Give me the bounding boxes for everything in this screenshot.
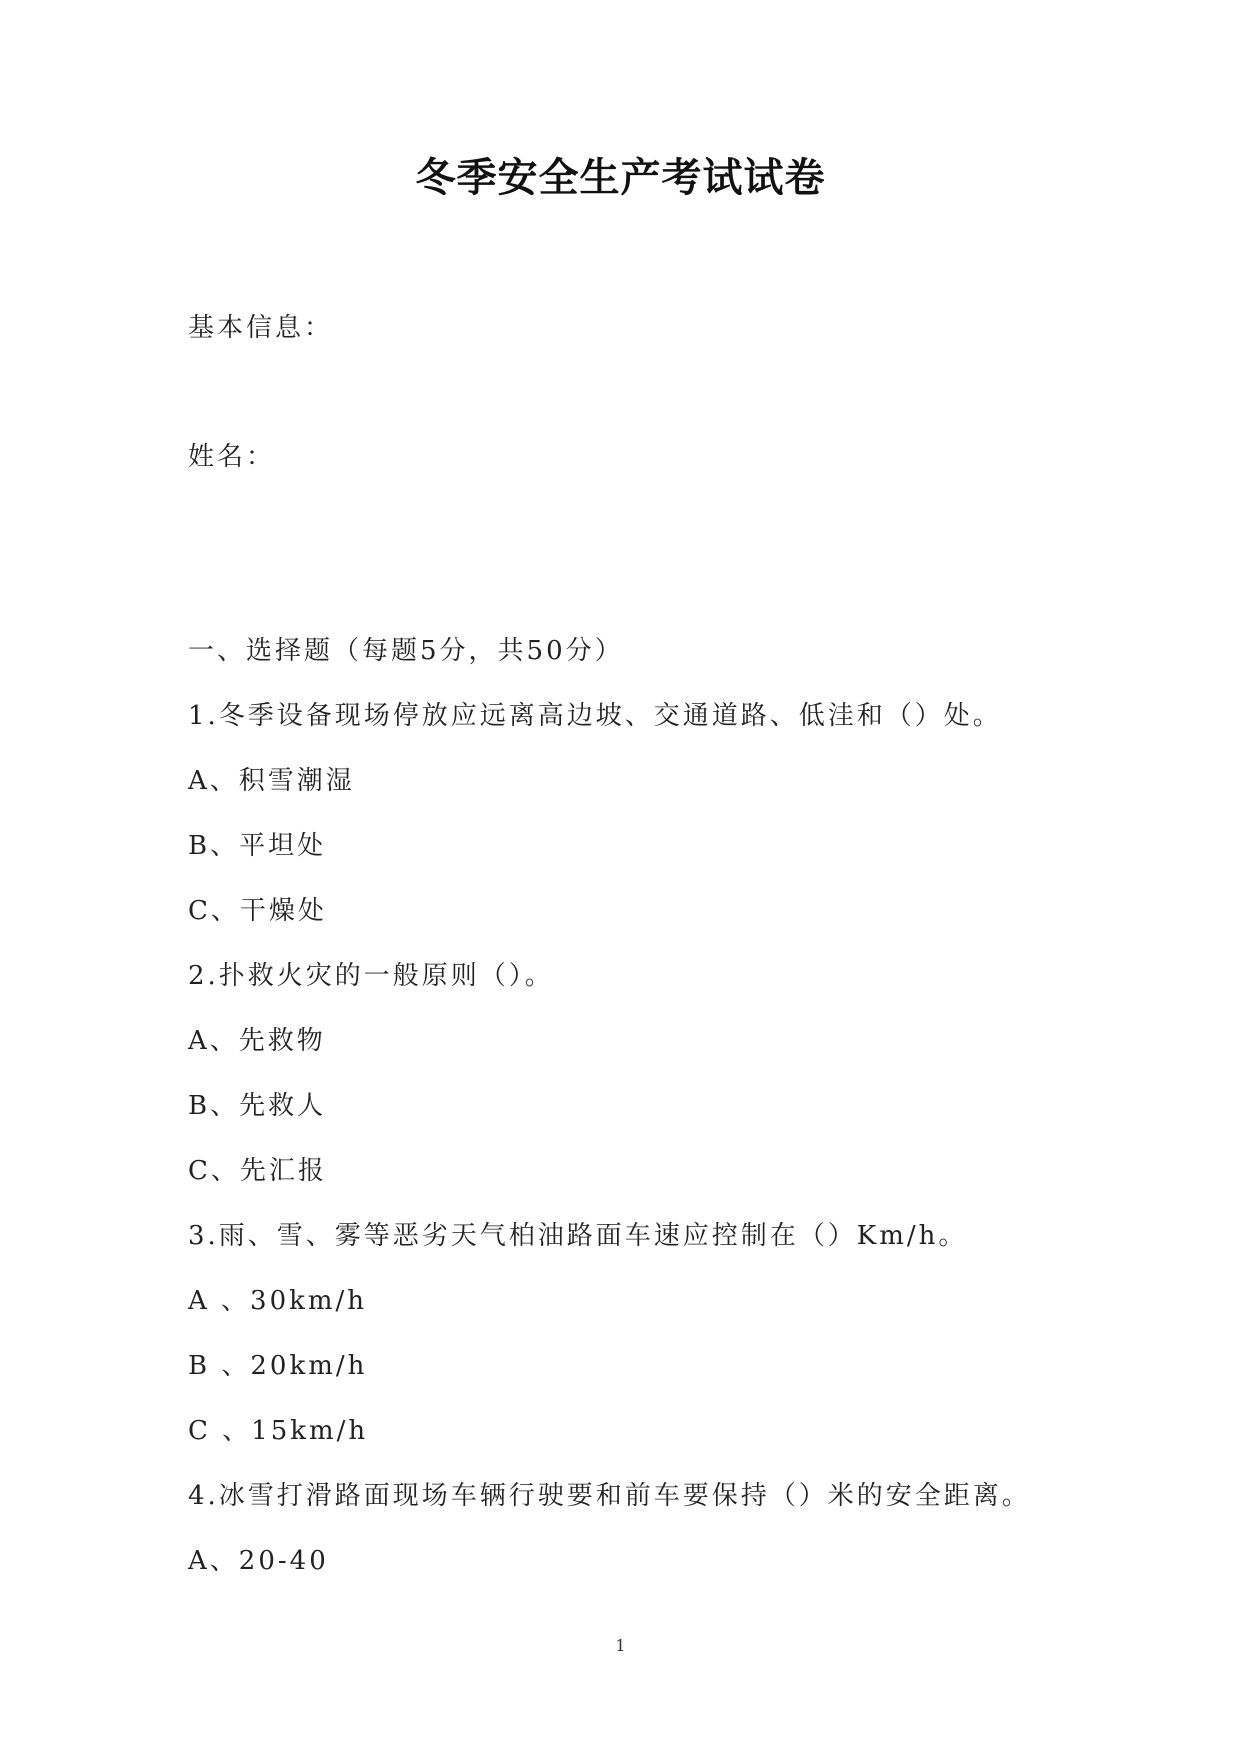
basic-info-label: 基本信息： <box>188 313 334 343</box>
question-2-text: 2.扑救火灾的一般原则（）。 <box>188 961 554 991</box>
section-heading: 一、选择题（每题5分，共50分） <box>188 636 624 666</box>
question-2-option-a: A、先救物 <box>188 1026 326 1056</box>
question-2-option-c: C、先汇报 <box>188 1156 327 1186</box>
question-3-option-a: A 、30km/h <box>188 1286 368 1316</box>
question-3-text: 3.雨、雪、雾等恶劣天气柏油路面车速应控制在（）Km/h。 <box>188 1221 968 1251</box>
question-1-option-c: C、干燥处 <box>188 896 327 926</box>
name-label: 姓名： <box>188 442 276 472</box>
page-number: 1 <box>615 1636 626 1655</box>
question-1-option-b: B、平坦处 <box>188 831 327 861</box>
question-4-text: 4.冰雪打滑路面现场车辆行驶要和前车要保持（）米的安全距离。 <box>188 1481 1031 1511</box>
question-3-option-c: C 、15km/h <box>188 1416 369 1446</box>
question-3-option-b: B 、20km/h <box>188 1351 368 1381</box>
question-1-text: 1.冬季设备现场停放应远离高边坡、交通道路、低洼和（）处。 <box>188 701 1002 731</box>
question-4-option-a: A、20-40 <box>188 1546 329 1576</box>
document-title: 冬季安全生产考试试卷 <box>415 154 826 201</box>
question-1-option-a: A、积雪潮湿 <box>188 766 355 796</box>
question-2-option-b: B、先救人 <box>188 1091 327 1121</box>
